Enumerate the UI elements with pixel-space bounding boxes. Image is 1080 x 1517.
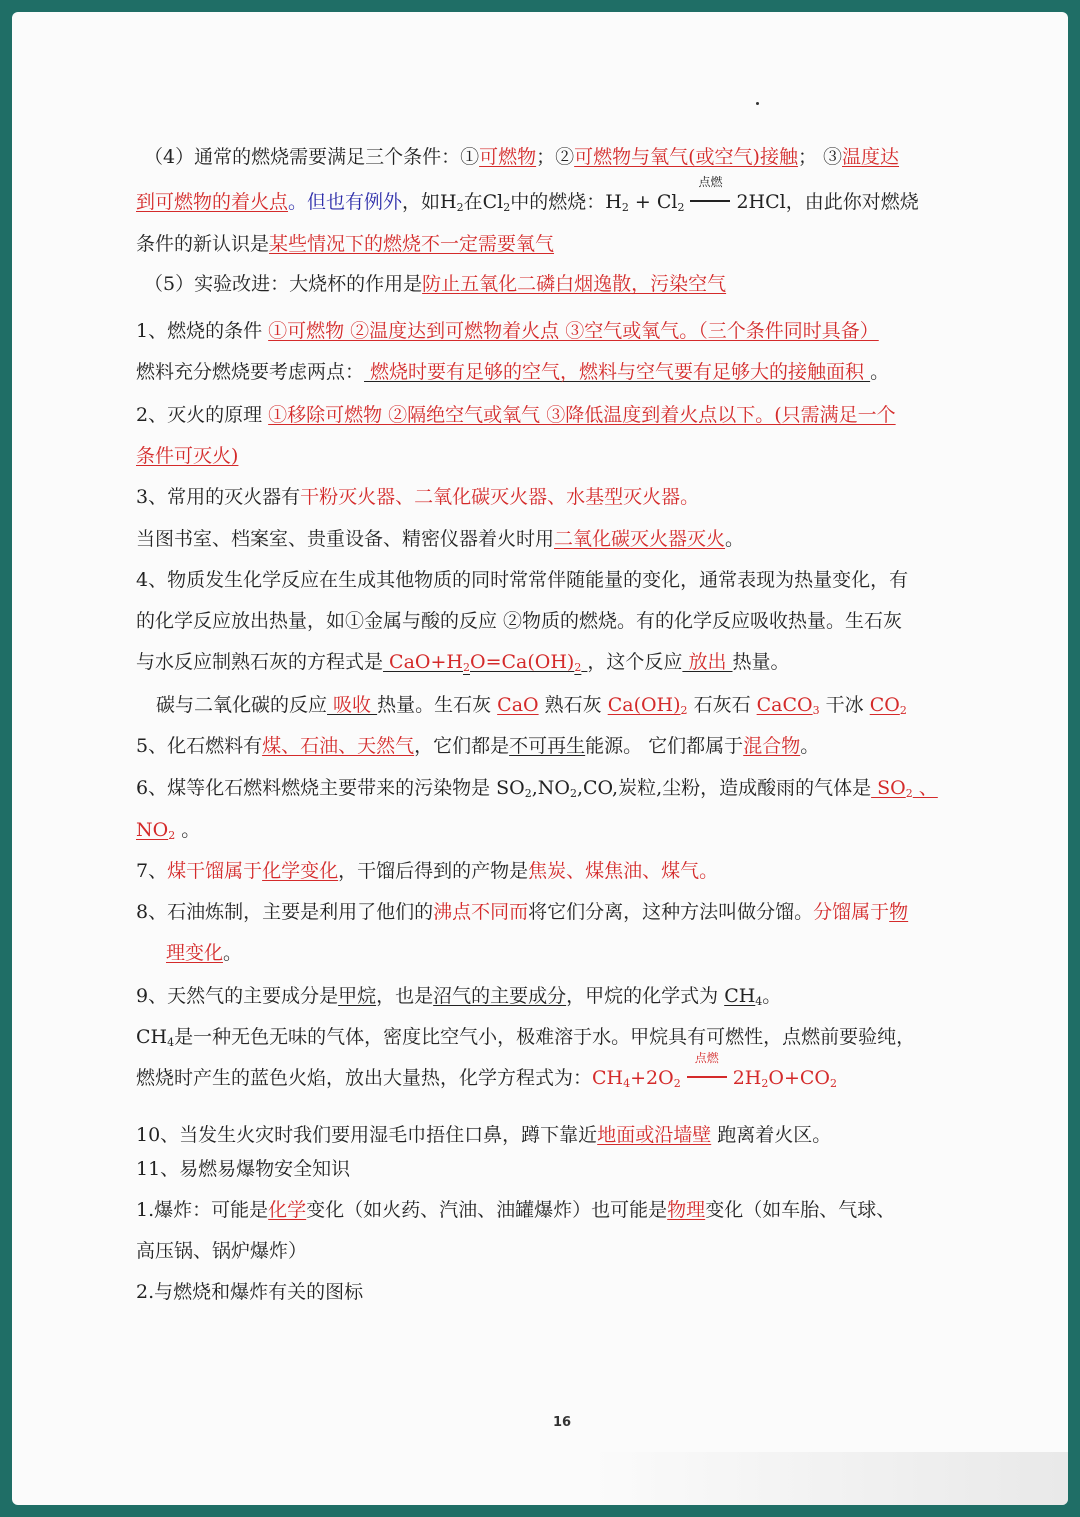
- text-line-27: 高压锅、锅炉爆炸）: [136, 1240, 308, 1262]
- reaction-condition: 点燃: [690, 190, 730, 214]
- text-line-28: 2.与燃烧和爆炸有关的图标: [136, 1281, 364, 1303]
- text-line-8: 条件可灭火): [136, 445, 239, 467]
- text-line-20: 理变化。: [166, 942, 243, 964]
- document-page: [12, 12, 1068, 1505]
- text-line-3: 条件的新认识是某些情况下的燃烧不一定需要氧气: [136, 233, 555, 255]
- text-line-13: 与水反应制熟石灰的方程式是 $CaO+H_2O=Ca(OH)_2$ ，这个反应 放出 热量。: [136, 651, 790, 674]
- text-line-9: 3、常用的灭火器有干粉灭火器、二氧化碳灭火器、水基型灭火器。: [136, 486, 700, 508]
- text-line-16: 6、煤等化石燃料燃烧主要带来的污染物是 $SO_2,NO_2,CO$,炭粒,尘粉，造成酸雨的气体是 $SO_2$ 、: [136, 777, 938, 800]
- text-line-2: 到可燃物的着火点。但也有例外，如$H_2$在$Cl_2$中的燃烧：$H_2 + Cl_2$ 点燃 2HCl，由此你对燃烧: [136, 175, 919, 214]
- text-line-15: 5、化石燃料有煤、石油、天然气，它们都是不可再生能源。 它们都属于混合物。: [136, 735, 820, 757]
- text-line-26: 1.爆炸：可能是化学变化（如火药、汽油、油罐爆炸）也可能是物理变化（如车胎、气球、: [136, 1199, 896, 1221]
- text-line-12: 的化学反应放出热量，如①金属与酸的反应 ②物质的燃烧。有的化学反应吸收热量。生石灰: [136, 610, 903, 632]
- text-line-5: 1、燃烧的条件 ①可燃物 ②温度达到可燃物着火点 ③空气或氧气。（三个条件同时具备）: [136, 320, 879, 342]
- text-line-10: 当图书室、档案室、贵重设备、精密仪器着火时用二氧化碳灭火器灭火。: [136, 528, 745, 550]
- text-line-7: 2、灭火的原理 ①移除可燃物 ②隔绝空气或氧气 ③降低温度到着火点以下。(只需满足一个: [136, 404, 896, 426]
- text-line-1: （4）通常的燃烧需要满足三个条件：①可燃物；②可燃物与氧气(或空气)接触； ③温度达: [144, 146, 900, 168]
- text-line-17: $NO_2$ 。: [136, 819, 201, 842]
- text-line-22: $CH_4$是一种无色无味的气体，密度比空气小，极难溶于水。甲烷具有可燃性，点燃前要验纯，: [136, 1026, 916, 1049]
- text-line-14: 碳与二氧化碳的反应 吸收 热量。生石灰 CaO 熟石灰 $Ca(OH)_2$ 石灰石 CaCO$_3$ 干冰 $CO_2$: [156, 694, 907, 717]
- photo-glare: [592, 1452, 1068, 1505]
- text-line-21: 9、天然气的主要成分是甲烷，也是沼气的主要成分，甲烷的化学式为 $CH_4$。: [136, 985, 782, 1008]
- text-line-11: 4、物质发生化学反应在生成其他物质的同时常常伴随能量的变化，通常表现为热量变化，有: [136, 569, 909, 591]
- text-line-25: 11、易燃易爆物安全知识: [136, 1158, 351, 1180]
- text-line-24: 10、当发生火灾时我们要用湿毛巾捂住口鼻，蹲下靠近地面或沿墙壁 跑离着火区。: [136, 1124, 832, 1146]
- page-number: 16: [553, 1415, 572, 1430]
- text-line-4: （5）实验改进：大烧杯的作用是防止五氧化二磷白烟逸散，污染空气: [144, 273, 727, 295]
- stray-dot: [756, 102, 759, 105]
- text-line-18: 7、煤干馏属于化学变化，干馏后得到的产物是焦炭、煤焦油、煤气。: [136, 860, 719, 882]
- reaction-condition: 点燃: [687, 1066, 727, 1090]
- text-line-23: 燃烧时产生的蓝色火焰，放出大量热，化学方程式为：$CH_4+2O_2$ 点燃 $2H_2O+CO_2$: [136, 1051, 838, 1090]
- text-line-19: 8、石油炼制，主要是利用了他们的沸点不同而将它们分离，这种方法叫做分馏。分馏属于物: [136, 901, 909, 923]
- text-line-6: 燃料充分燃烧要考虑两点： 燃烧时要有足够的空气，燃料与空气要有足够大的接触面积 。: [136, 361, 890, 383]
